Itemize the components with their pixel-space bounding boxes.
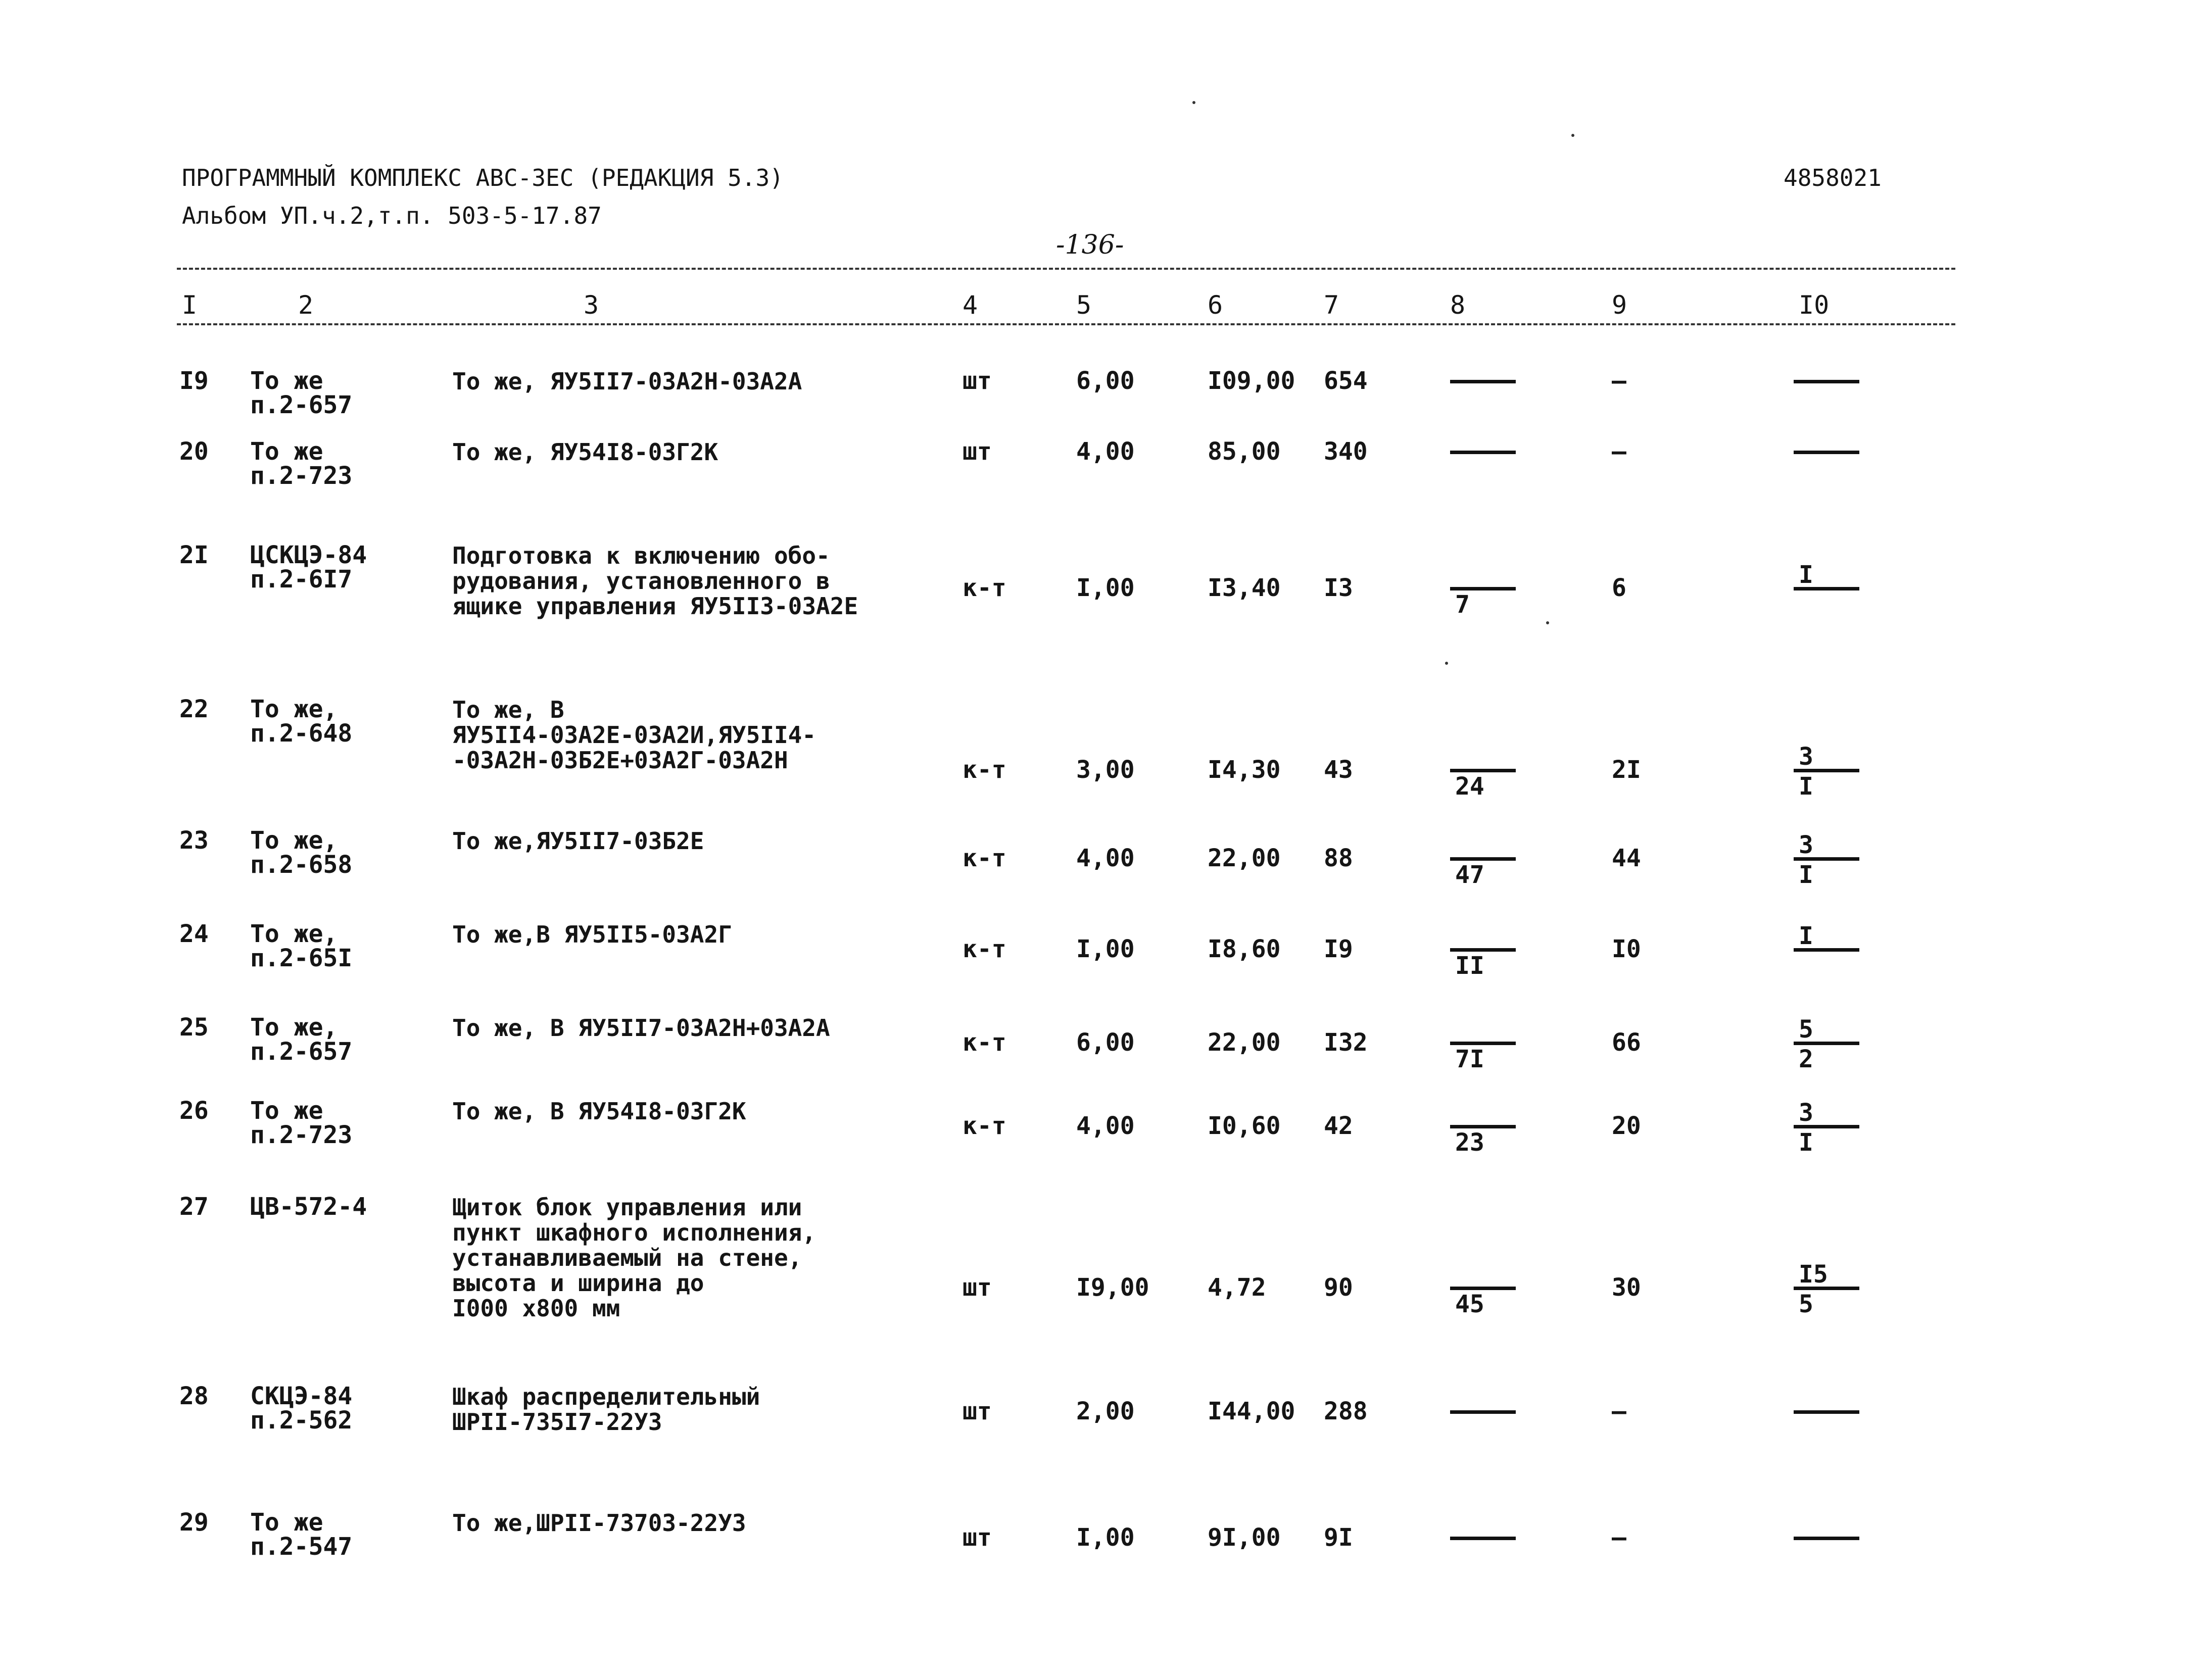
row-quantity: 4,00 xyxy=(1076,437,1135,466)
row-price: I44,00 xyxy=(1208,1397,1295,1425)
row-col9: 44 xyxy=(1612,844,1641,872)
row-description: То же, В ЯУ54I8-03Г2К xyxy=(452,1098,746,1125)
row-col9: – xyxy=(1612,1397,1626,1425)
row-total: 340 xyxy=(1324,437,1368,466)
row-number: 26 xyxy=(179,1097,209,1125)
row-col9: 20 xyxy=(1612,1112,1641,1140)
row-price: I4,30 xyxy=(1208,756,1281,784)
col10-fraction-numerator: I xyxy=(1794,561,1859,590)
row-quantity: 4,00 xyxy=(1076,844,1135,872)
row-unit: к-т xyxy=(963,1028,1006,1057)
row-total: I32 xyxy=(1324,1028,1368,1057)
row-total: 90 xyxy=(1324,1273,1353,1302)
col8-fraction-numerator xyxy=(1450,1015,1516,1045)
row-description: То же, ЯУ54I8-03Г2К xyxy=(452,438,718,466)
top-rule xyxy=(177,268,1955,270)
col8-fraction-denominator: II xyxy=(1455,952,1484,980)
col-header-9: 9 xyxy=(1612,290,1627,320)
row-quantity: I,00 xyxy=(1076,935,1135,963)
col10-fraction xyxy=(1794,1510,1859,1540)
program-title: ПРОГРАММНЫЙ КОМПЛЕКС АВС-ЗЕС (РЕДАКЦИЯ 5.3) xyxy=(182,164,784,191)
col8-fraction xyxy=(1450,1510,1516,1540)
row-unit: к-т xyxy=(963,844,1006,872)
col10-fraction xyxy=(1794,354,1859,383)
col10-fraction-numerator: I5 xyxy=(1794,1260,1859,1290)
row-unit: к-т xyxy=(963,935,1006,963)
col8-fraction xyxy=(1450,1015,1516,1073)
col8-fraction xyxy=(1450,1099,1516,1157)
row-description: То же, В ЯУ5II7-03А2Н+03А2А xyxy=(452,1014,830,1042)
row-col9: 6 xyxy=(1612,574,1626,602)
scan-speck xyxy=(1571,134,1574,137)
row-code: То же, п.2-658 xyxy=(250,826,353,879)
col8-fraction xyxy=(1450,743,1516,801)
col10-fraction-numerator: 5 xyxy=(1794,1015,1859,1045)
row-price: 9I,00 xyxy=(1208,1523,1281,1552)
page-number: -136- xyxy=(1056,230,1124,260)
row-code: СКЦЭ-84 п.2-562 xyxy=(250,1382,353,1435)
col8-fraction xyxy=(1450,354,1516,383)
col10-fraction xyxy=(1794,1384,1859,1414)
col10-fraction-numerator: 3 xyxy=(1794,831,1859,861)
col8-fraction-numerator xyxy=(1450,922,1516,952)
document-number: 4858021 xyxy=(1784,164,1882,191)
col8-fraction-denominator: 7I xyxy=(1455,1045,1484,1073)
col8-fraction xyxy=(1450,1260,1516,1318)
header-rule xyxy=(177,323,1955,325)
col10-fraction-denominator: I xyxy=(1799,1128,1813,1157)
row-number: 25 xyxy=(179,1013,209,1042)
col10-fraction-numerator: 3 xyxy=(1794,743,1859,772)
row-unit: шт xyxy=(963,1273,992,1302)
row-price: I3,40 xyxy=(1208,574,1281,602)
row-quantity: 3,00 xyxy=(1076,756,1135,784)
album-reference: Альбом УП.ч.2,т.п. 503-5-17.87 xyxy=(182,202,602,229)
col-header-3: 3 xyxy=(584,290,599,320)
row-description: Подготовка к включению обо- рудования, установленного в ящике управления ЯУ5II3-03А2Е xyxy=(452,542,858,620)
col10-fraction xyxy=(1794,1015,1859,1073)
row-number: 22 xyxy=(179,695,209,723)
row-code: То же, п.2-648 xyxy=(250,695,353,748)
row-col9: I0 xyxy=(1612,935,1641,963)
col-header-2: 2 xyxy=(298,290,314,320)
row-total: 9I xyxy=(1324,1523,1353,1552)
row-total: 88 xyxy=(1324,844,1353,872)
row-quantity: 4,00 xyxy=(1076,1112,1135,1140)
row-quantity: 6,00 xyxy=(1076,367,1135,395)
col10-fraction xyxy=(1794,743,1859,801)
row-price: I09,00 xyxy=(1208,367,1295,395)
col8-fraction xyxy=(1450,831,1516,889)
row-total: 43 xyxy=(1324,756,1353,784)
row-description: То же, ЯУ5II7-03А2Н-03А2А xyxy=(452,368,802,395)
row-description: Шкаф распределительный ШРII-735I7-22У3 xyxy=(452,1383,760,1436)
col8-fraction-numerator xyxy=(1450,424,1516,454)
col8-fraction-numerator xyxy=(1450,561,1516,590)
col8-fraction-numerator xyxy=(1450,1384,1516,1414)
col-header-4: 4 xyxy=(963,290,978,320)
col10-fraction xyxy=(1794,831,1859,889)
row-total: 654 xyxy=(1324,367,1368,395)
col-header-10: I0 xyxy=(1799,290,1830,320)
col-header-6: 6 xyxy=(1208,290,1223,320)
row-number: 20 xyxy=(179,437,209,466)
row-code: То же, п.2-657 xyxy=(250,1013,353,1066)
col8-fraction xyxy=(1450,424,1516,454)
row-unit: к-т xyxy=(963,574,1006,602)
row-unit: к-т xyxy=(963,756,1006,784)
row-col9: – xyxy=(1612,1523,1626,1552)
row-number: 23 xyxy=(179,826,209,855)
scan-speck xyxy=(1192,101,1195,104)
row-unit: шт xyxy=(963,1523,992,1552)
col8-fraction xyxy=(1450,561,1516,619)
col10-fraction-denominator: I xyxy=(1799,772,1813,801)
row-col9: – xyxy=(1612,367,1626,395)
row-unit: шт xyxy=(963,437,992,466)
col8-fraction-denominator: 45 xyxy=(1455,1290,1484,1318)
scan-speck xyxy=(1546,621,1549,624)
col8-fraction-numerator xyxy=(1450,354,1516,383)
row-quantity: I,00 xyxy=(1076,574,1135,602)
row-code: То же п.2-723 xyxy=(250,1097,353,1149)
row-quantity: I,00 xyxy=(1076,1523,1135,1552)
col10-fraction-numerator xyxy=(1794,424,1859,454)
col8-fraction-numerator xyxy=(1450,1099,1516,1128)
row-total: I9 xyxy=(1324,935,1353,963)
row-price: 85,00 xyxy=(1208,437,1281,466)
row-number: 24 xyxy=(179,920,209,948)
col8-fraction-denominator: 23 xyxy=(1455,1128,1484,1157)
row-unit: к-т xyxy=(963,1112,1006,1140)
row-col9: – xyxy=(1612,437,1626,466)
row-code: ЦСКЦЭ-84 п.2-6I7 xyxy=(250,541,367,594)
row-code: То же п.2-657 xyxy=(250,367,353,419)
col10-fraction xyxy=(1794,922,1859,952)
col8-fraction-numerator xyxy=(1450,1260,1516,1290)
scan-speck xyxy=(1445,662,1448,665)
row-description: То же,ЯУ5II7-03Б2Е xyxy=(452,827,704,855)
col10-fraction xyxy=(1794,561,1859,590)
col10-fraction xyxy=(1794,424,1859,454)
row-col9: 66 xyxy=(1612,1028,1641,1057)
col10-fraction xyxy=(1794,1099,1859,1157)
col8-fraction-numerator xyxy=(1450,1510,1516,1540)
col10-fraction-denominator: I xyxy=(1799,861,1813,889)
col10-fraction-denominator: 2 xyxy=(1799,1045,1813,1073)
row-number: I9 xyxy=(179,367,209,395)
col10-fraction-numerator xyxy=(1794,1384,1859,1414)
col8-fraction-denominator: 7 xyxy=(1455,590,1470,619)
row-code: ЦВ-572-4 xyxy=(250,1193,367,1221)
row-number: 27 xyxy=(179,1193,209,1221)
col8-fraction-denominator: 24 xyxy=(1455,772,1484,801)
row-description: То же, В ЯУ5II4-03А2Е-03А2И,ЯУ5II4- -03А2Н-03Б2Е+03А2Г-03А2Н xyxy=(452,696,816,774)
col-header-8: 8 xyxy=(1450,290,1466,320)
row-quantity: I9,00 xyxy=(1076,1273,1149,1302)
col-header-5: 5 xyxy=(1076,290,1092,320)
col8-fraction-denominator: 47 xyxy=(1455,861,1484,889)
col10-fraction-numerator xyxy=(1794,354,1859,383)
row-code: То же, п.2-65I xyxy=(250,920,353,972)
row-description: То же,В ЯУ5II5-03А2Г xyxy=(452,921,732,948)
row-unit: шт xyxy=(963,367,992,395)
row-col9: 2I xyxy=(1612,756,1641,784)
row-quantity: 2,00 xyxy=(1076,1397,1135,1425)
row-price: I0,60 xyxy=(1208,1112,1281,1140)
row-unit: шт xyxy=(963,1397,992,1425)
row-description: То же,ШРII-73703-22У3 xyxy=(452,1509,746,1537)
row-quantity: 6,00 xyxy=(1076,1028,1135,1057)
col10-fraction-numerator: I xyxy=(1794,922,1859,952)
row-total: I3 xyxy=(1324,574,1353,602)
row-code: То же п.2-723 xyxy=(250,437,353,490)
col10-fraction-numerator xyxy=(1794,1510,1859,1540)
row-number: 28 xyxy=(179,1382,209,1410)
row-number: 2I xyxy=(179,541,209,569)
row-total: 288 xyxy=(1324,1397,1368,1425)
col8-fraction-numerator xyxy=(1450,831,1516,861)
row-price: I8,60 xyxy=(1208,935,1281,963)
col10-fraction xyxy=(1794,1260,1859,1318)
col8-fraction-numerator xyxy=(1450,743,1516,772)
col10-fraction-denominator: 5 xyxy=(1799,1290,1813,1318)
row-price: 4,72 xyxy=(1208,1273,1266,1302)
col-header-1: I xyxy=(182,290,198,320)
row-code: То же п.2-547 xyxy=(250,1508,353,1561)
row-price: 22,00 xyxy=(1208,1028,1281,1057)
row-number: 29 xyxy=(179,1508,209,1537)
row-price: 22,00 xyxy=(1208,844,1281,872)
col8-fraction xyxy=(1450,1384,1516,1414)
col-header-7: 7 xyxy=(1324,290,1339,320)
row-description: Щиток блок управления или пункт шкафного исполнения, устанавливаемый на стене, высота и ширина до I000 х800 мм xyxy=(452,1194,816,1322)
row-col9: 30 xyxy=(1612,1273,1641,1302)
col10-fraction-numerator: 3 xyxy=(1794,1099,1859,1128)
col8-fraction xyxy=(1450,922,1516,980)
row-total: 42 xyxy=(1324,1112,1353,1140)
